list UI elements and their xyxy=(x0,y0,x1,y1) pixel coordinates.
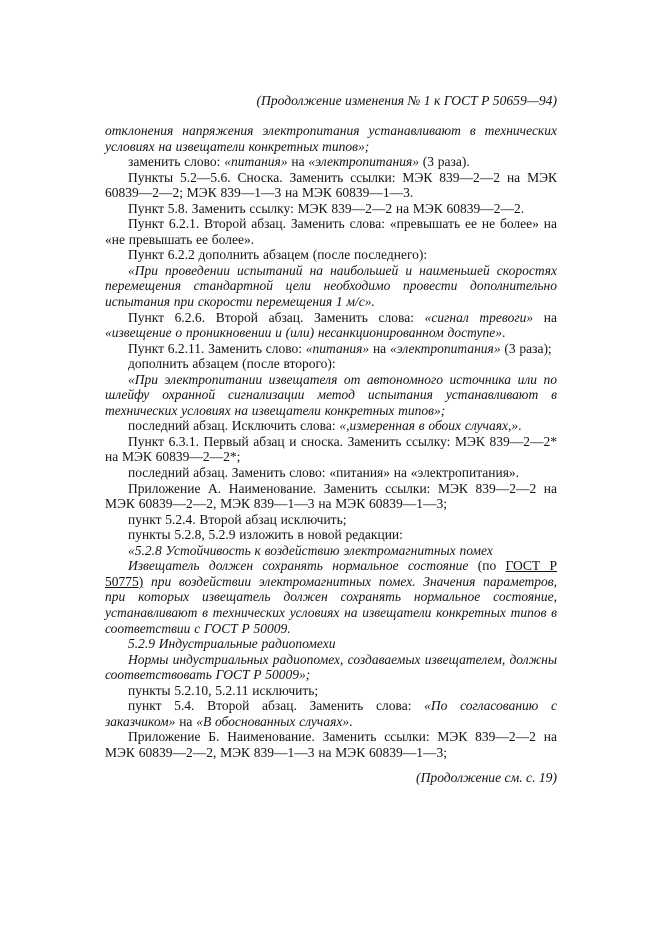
text-segment: пункт 5.4. Второй абзац. Заменить слова: xyxy=(128,698,425,714)
text-segment: (3 раза); xyxy=(500,340,552,356)
paragraph: Пункт 6.2.1. Второй абзац. Заменить слова: «превышать ее не более» на «не превышать ее более». xyxy=(105,216,557,247)
paragraph-quote-heading: 5.2.9 Индустриальные радиопомехи xyxy=(128,636,336,652)
text-segment: (по xyxy=(477,558,506,574)
text-segment-italic: «В обоснованных случаях» xyxy=(196,713,350,729)
text-segment-italic: «,измеренная в обоих случаях,» xyxy=(339,418,519,434)
paragraph: Приложение Б. Наименование. Заменить ссылки: МЭК 839—2—2 на МЭК 60839—2—2, МЭК 839—1—3 на МЭК 60839—1—3; xyxy=(105,729,557,760)
paragraph: Пункт 6.2.2 дополнить абзацем (после последнего): xyxy=(128,247,428,263)
text-segment: Пункт 6.2.11. Заменить слово: xyxy=(128,340,306,356)
paragraph: Пункт 6.3.1. Первый абзац и сноска. Заменить ссылку: МЭК 839—2—2* на МЭК 60839—2—2*; xyxy=(105,433,557,465)
paragraph xyxy=(105,418,557,434)
paragraph: пункты 5.2.8, 5.2.9 изложить в новой редакции: xyxy=(128,527,403,543)
paragraph: Пункты 5.2—5.6. Сноска. Заменить ссылки: МЭК 839—2—2 на МЭК 60839—2—2; МЭК 839—1—3 на МЭК 60839—1—3. xyxy=(105,169,557,201)
paragraph-quote xyxy=(105,558,557,636)
text-segment-italic: Извещатель должен сохранять нормальное состояние xyxy=(128,558,478,574)
paragraph xyxy=(105,698,557,729)
gost-reference-underlined: ГОСТ Р 50775) xyxy=(105,558,558,589)
continuation-note: (Продолжение см. с. 19) xyxy=(416,770,557,786)
document-body xyxy=(105,123,557,760)
text-segment-italic: при воздействии электромагнитных помех. Значения параметров, при которых извещатель должен сохранять нормальное состояние, устанавливают в технических условиях на извещатели конкретных типов в соответствии с ГОСТ Р 50009. xyxy=(105,573,557,636)
paragraph: последний абзац. Заменить слово: «питания» на «электропитания». xyxy=(128,465,520,481)
paragraph-quote: «При электропитании извещателя от автономного источника или по шлейфу охранной сигнализации метод испытания устанавливают в технических условиях на извещатели конкретных типов»; xyxy=(105,371,557,418)
paragraph-quote-heading: «5.2.8 Устойчивость к воздействию электромагнитных помех xyxy=(128,542,493,558)
paragraph: Пункт 5.8. Заменить ссылку: МЭК 839—2—2 на МЭК 60839—2—2. xyxy=(128,200,525,216)
text-segment-italic: «сигнал тревоги» xyxy=(424,309,534,325)
paragraph: Приложение А. Наименование. Заменить ссылки: МЭК 839—2—2 на МЭК 60839—2—2, МЭК 839—1—3 на МЭК 60839—1—3; xyxy=(105,480,557,512)
paragraph-quote: «При проведении испытаний на наибольшей и наименьшей скоростях перемещения стандартной цели необходимо провести дополнительно испытания при скорости перемещения 1 м/с». xyxy=(105,262,557,310)
text-segment: на xyxy=(369,340,390,356)
paragraph xyxy=(105,341,557,357)
text-segment-italic: «электропитания» xyxy=(389,340,501,356)
paragraph: пункт 5.2.4. Второй абзац исключить; xyxy=(128,511,347,527)
text-segment-italic: «извещение о проникновении и (или) несанкционированном доступе» xyxy=(105,325,502,341)
paragraph xyxy=(105,154,557,170)
text-segment: заменить слово: xyxy=(128,154,225,170)
text-segment: Пункт 6.2.6. Второй абзац. Заменить слова: xyxy=(128,309,425,325)
text-segment: . xyxy=(349,713,353,729)
paragraph: дополнить абзацем (после второго): xyxy=(128,356,336,372)
paragraph xyxy=(105,310,557,341)
text-segment: последний абзац. Исключить слова: xyxy=(128,418,340,434)
text-segment-italic: «По согласованию с заказчиком» xyxy=(105,698,557,729)
paragraph: пункты 5.2.10, 5.2.11 исключить; xyxy=(128,682,319,698)
text-segment-italic: «электропитания» xyxy=(308,154,419,170)
text-segment: на xyxy=(175,713,197,729)
running-header: (Продолжение изменения № 1 к ГОСТ Р 50659—94) xyxy=(256,93,557,108)
text-segment: на xyxy=(533,309,558,325)
text-segment: (3 раза). xyxy=(418,154,470,170)
text-segment: . xyxy=(518,418,522,434)
paragraph-continuation: отклонения напряжения электропитания устанавливают в технических условиях на извещатели конкретных типов»; xyxy=(105,123,557,154)
text-segment-italic: «питания» xyxy=(224,154,288,170)
text-segment: на xyxy=(287,154,309,170)
paragraph-quote: Нормы индустриальных радиопомех, создаваемых извещателем, должны соответствовать ГОСТ Р 50009»; xyxy=(105,651,557,683)
text-segment: . xyxy=(501,325,506,341)
text-segment-italic: «питания» xyxy=(305,340,370,356)
